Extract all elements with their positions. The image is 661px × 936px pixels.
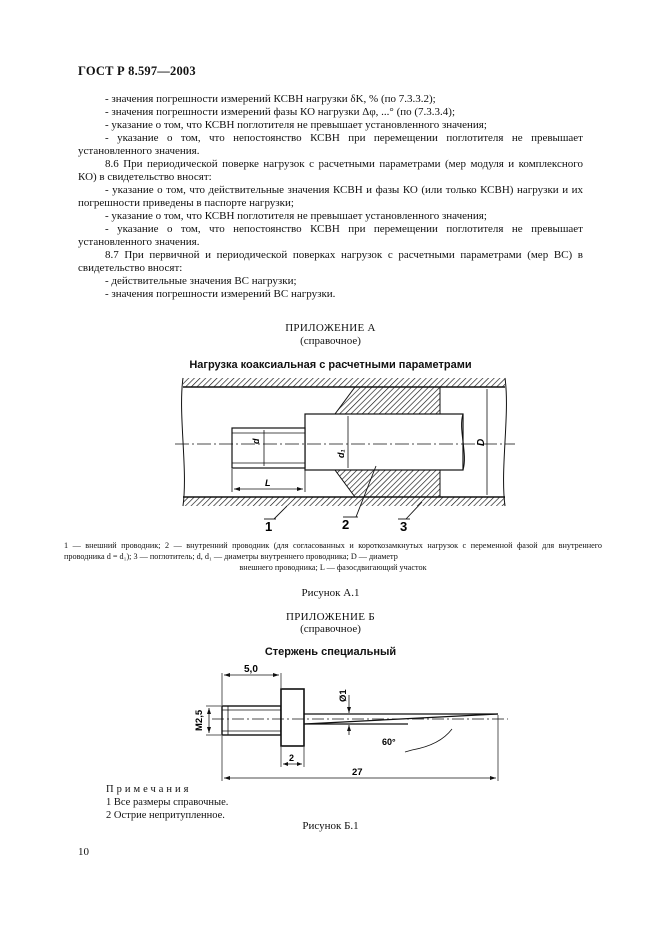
body-text <box>78 93 583 301</box>
outer-conductor-top-wall <box>183 378 505 387</box>
special-rod-drawing <box>0 655 661 785</box>
callout-3: 3 <box>400 519 408 534</box>
body-line: - указание о том, что КСВН поглотителя не превышает установленного значения; <box>105 210 487 222</box>
body-line: - значения погрешности измерений фазы КО нагрузки Δφ, ...° (по (7.3.3.4); <box>105 106 456 118</box>
dim-head-width: 2 <box>289 753 295 763</box>
appendix-b-subtitle: (справочное) <box>300 623 361 635</box>
inner-conductor-d <box>232 428 305 468</box>
body-line: - указание о том, что КСВН поглотителя не превышает установленного значения; <box>105 119 487 131</box>
label-d: d <box>251 438 261 444</box>
label-D: D <box>476 438 487 446</box>
callout-2: 2 <box>342 517 350 532</box>
notes <box>106 783 228 822</box>
figure-b-label: Рисунок Б.1 <box>302 820 359 832</box>
figure-a-caption <box>64 540 602 573</box>
page-number: 10 <box>78 846 89 858</box>
appendix-a-title: ПРИЛОЖЕНИЕ А <box>285 322 376 334</box>
body-line: - указание о том, что непостоянство КСВН при перемещении поглотителя не превышает установленного значения. <box>78 223 583 248</box>
label-L: L <box>265 478 271 488</box>
body-line: 8.7 При первичной и периодической поверках нагрузок с расчетными параметрами (мер ВС) в свидетельство вносят: <box>78 249 583 274</box>
body-line: 8.6 При периодической поверке нагрузок с расчетными параметрами (мер модуля и комплексного КО) в свидетельство вносят: <box>78 158 583 183</box>
figure-b-title: Стержень специальный <box>264 646 397 658</box>
body-line: - значения погрешности измерений ВС нагрузки. <box>105 288 336 300</box>
appendix-b-title: ПРИЛОЖЕНИЕ Б <box>286 611 375 623</box>
appendix-a-subtitle: (справочное) <box>300 335 361 347</box>
callout-1: 1 <box>265 519 273 534</box>
inner-conductor-d1 <box>305 414 463 470</box>
note-1: 1 Все размеры справочные. <box>106 797 229 808</box>
figure-a-title: Нагрузка коаксиальная с расчетными параметрами <box>189 359 472 371</box>
rod-head <box>281 689 304 746</box>
figure-a-caption-text: 1 — внешний проводник; 2 — внутренний проводник (для согласованных и короткозамкнутых нагрузок с переменной фазой для внутреннего проводника d = d₁); 3 — поглотитель; d, d₁ — диаметры внутреннего проводника; D — диаметр <box>64 541 602 561</box>
body-line: - значения погрешности измерений КСВН нагрузки δK, % (по 7.3.3.2); <box>105 93 436 105</box>
figure-a-caption-last: внешнего проводника; L — фазосдвигающий участок <box>239 563 427 572</box>
dim-thread-length: 5,0 <box>244 664 258 675</box>
label-d1: d₁ <box>336 449 346 458</box>
figure-a-label: Рисунок А.1 <box>301 587 360 599</box>
note-2: 2 Острие непритупленное. <box>106 810 225 821</box>
absorber-top <box>335 387 440 414</box>
dim-total-length: 27 <box>352 767 363 778</box>
notes-heading: Примечания <box>106 784 192 795</box>
dim-tip-angle: 60° <box>382 737 396 747</box>
dim-pin-diameter: Ø1 <box>338 689 349 702</box>
coaxial-load-drawing <box>0 374 661 534</box>
dim-thread-size: M2,5 <box>194 709 205 731</box>
document-header: ГОСТ Р 8.597—2003 <box>78 64 196 78</box>
body-line: - указание о том, что действительные значения КСВН и фазы КО (или только КСВН) нагрузки и их погрешности приведены в паспорте нагрузки; <box>78 184 583 209</box>
absorber-bottom <box>335 470 440 497</box>
outer-conductor-bottom-wall <box>183 497 505 506</box>
body-line: - действительные значения ВС нагрузки; <box>105 275 297 287</box>
body-line: - указание о том, что непостоянство КСВН при перемещении поглотителя не превышает установленного значения. <box>78 132 583 157</box>
